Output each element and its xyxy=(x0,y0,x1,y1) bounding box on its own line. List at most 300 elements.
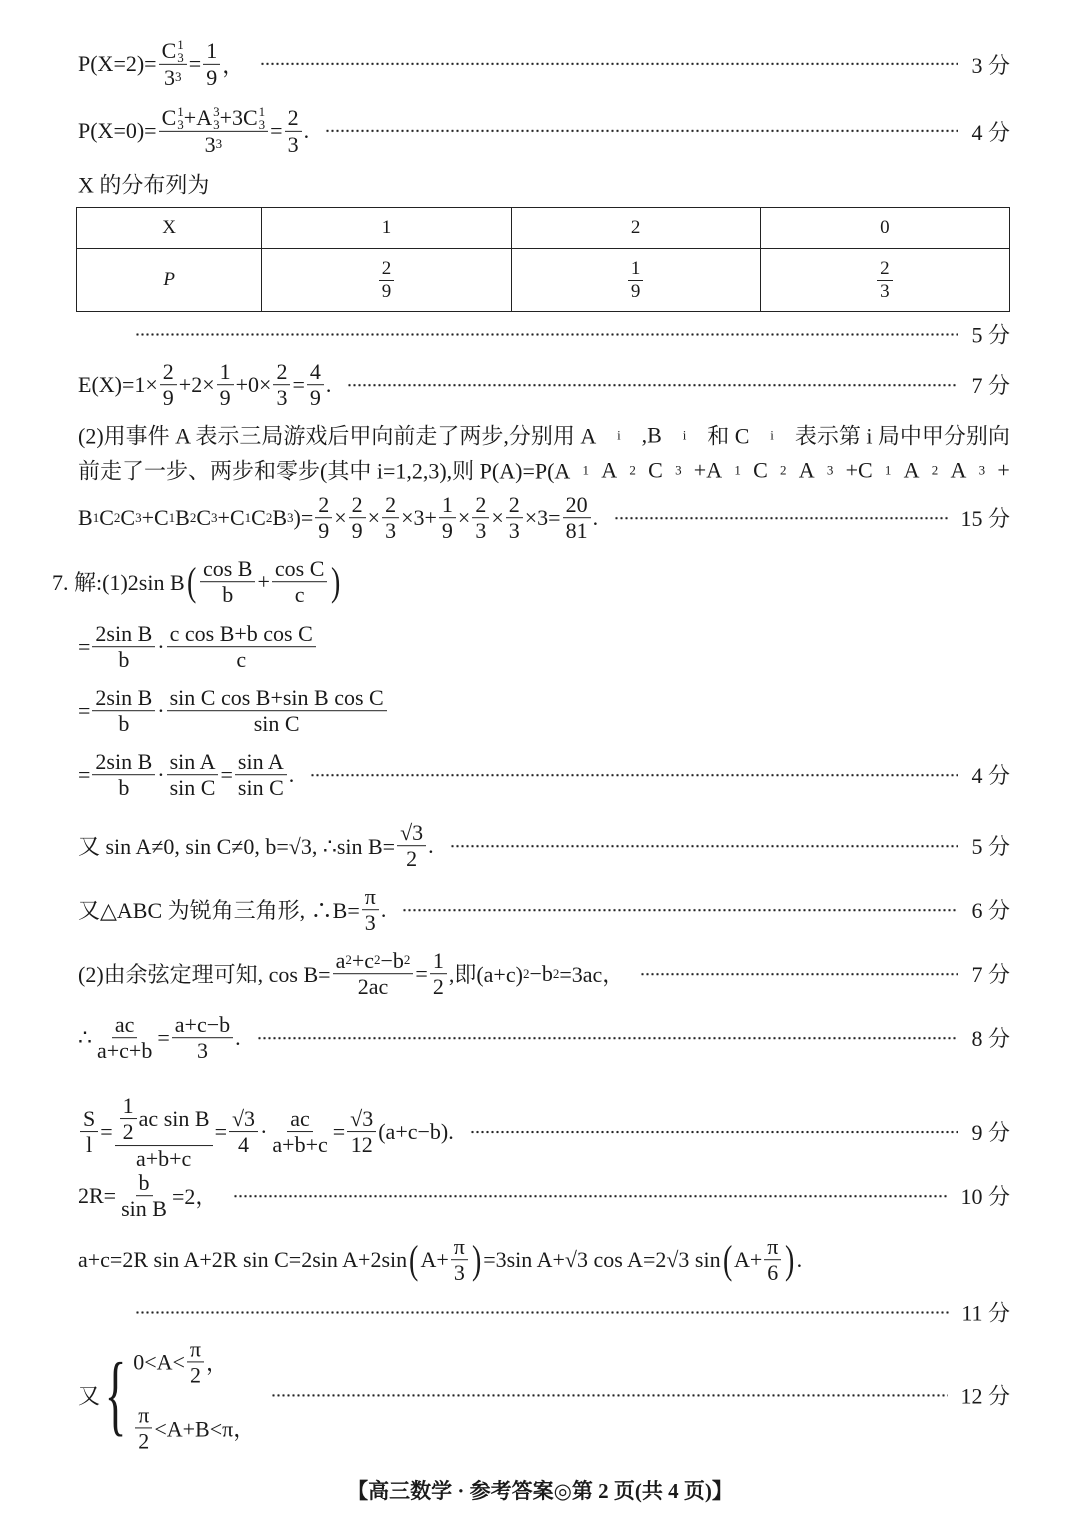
numerator: 2 xyxy=(379,258,395,281)
solution-line xyxy=(78,420,1010,451)
math-text: = xyxy=(78,762,91,787)
fraction xyxy=(94,1012,155,1064)
numerator xyxy=(382,492,399,518)
denominator xyxy=(472,519,489,544)
numerator xyxy=(92,749,155,775)
math-text: a+b+c xyxy=(272,1132,328,1158)
fraction xyxy=(272,556,328,608)
denominator xyxy=(160,386,177,411)
numerator xyxy=(160,359,177,385)
numerator xyxy=(92,685,155,711)
fraction xyxy=(203,38,220,90)
subscript: 1 xyxy=(884,462,892,477)
fraction xyxy=(451,1234,468,1286)
math-text: = xyxy=(214,1118,227,1144)
math-text: +A xyxy=(693,457,723,482)
math-text: 3 xyxy=(287,131,299,157)
line-content xyxy=(78,359,331,411)
math-text: π xyxy=(138,1402,150,1427)
math-text: π xyxy=(767,1234,779,1260)
math-text: 2 xyxy=(189,1362,201,1388)
superscript: 2 xyxy=(374,952,381,968)
score-label: 11 分 xyxy=(961,1300,1010,1326)
sub-superscript xyxy=(177,38,184,64)
table-cell: P xyxy=(77,249,262,312)
score-label: 4 分 xyxy=(971,763,1010,789)
denominator xyxy=(94,1039,155,1064)
math-text: 9 xyxy=(441,518,453,544)
numerator xyxy=(333,948,414,974)
subscript: 3 xyxy=(826,462,834,477)
math-text: 3 xyxy=(364,910,376,936)
solution-line xyxy=(78,820,1010,872)
math-text: = xyxy=(78,634,91,659)
fraction xyxy=(92,685,155,737)
dot-leader xyxy=(640,972,958,976)
math-text: = xyxy=(220,762,233,787)
math-text: a+b+c xyxy=(135,1145,192,1171)
line-content xyxy=(78,948,624,1000)
math-text: . xyxy=(325,372,332,397)
fraction xyxy=(333,948,414,1000)
table-cell xyxy=(262,249,511,312)
line-content xyxy=(78,1170,217,1222)
denominator xyxy=(83,1132,95,1157)
parenthesis: ) xyxy=(471,1237,482,1282)
math-text: a+c−b xyxy=(174,1012,231,1038)
fraction xyxy=(115,1093,213,1171)
math-text: × xyxy=(367,505,381,530)
math-text: 1 xyxy=(206,38,218,64)
subscript: 2 xyxy=(779,462,787,477)
math-text: 2 xyxy=(318,492,330,518)
subscript: 3 xyxy=(135,510,142,525)
denominator xyxy=(362,911,379,936)
math-text: sin C xyxy=(169,775,216,801)
math-text: C xyxy=(120,505,136,530)
dot-leader xyxy=(257,1036,958,1040)
denominator: 3 xyxy=(880,280,890,302)
dot-leader xyxy=(135,332,958,336)
fraction xyxy=(167,749,219,801)
fraction xyxy=(877,258,893,303)
math-text: C xyxy=(99,505,114,530)
denominator xyxy=(451,1261,468,1286)
dot-leader xyxy=(347,383,958,387)
score-label: 12 分 xyxy=(960,1383,1010,1409)
denominator xyxy=(764,1261,781,1286)
parenthesis: ( xyxy=(186,559,196,604)
math-text: ,B xyxy=(641,422,662,447)
math-text: ∴ xyxy=(78,1025,92,1050)
distribution-table xyxy=(76,207,1010,312)
superscript: 2 xyxy=(552,966,560,981)
parenthesis: ) xyxy=(331,559,341,604)
denominator xyxy=(285,131,302,156)
math-text: = xyxy=(188,50,202,76)
subscript: i xyxy=(682,427,687,442)
math-text: 前走了一步、两步和零步(其中 i=1,2,3),则 P(A)=P(A xyxy=(78,458,571,484)
numerator xyxy=(439,492,456,518)
dot-leader xyxy=(310,773,958,777)
denominator xyxy=(235,776,287,801)
score-label: 7 分 xyxy=(971,962,1010,988)
solution-line xyxy=(78,884,1010,936)
math-text: 和 C xyxy=(707,423,750,449)
line-content xyxy=(52,556,343,608)
inequality xyxy=(133,1336,255,1388)
math-text: +c xyxy=(351,948,374,974)
brace: { xyxy=(104,1345,127,1444)
solution-line xyxy=(78,1012,1010,1064)
math-text: B xyxy=(175,505,190,530)
math-text: a xyxy=(335,948,346,974)
math-text: b xyxy=(118,647,130,673)
math-text: = xyxy=(415,961,428,986)
subscript: 3 xyxy=(213,116,220,132)
math-text: 2 xyxy=(351,492,363,518)
table-row xyxy=(77,249,1010,312)
line-content xyxy=(78,749,294,801)
math-text: A xyxy=(903,457,920,482)
numerator xyxy=(430,948,447,974)
fraction xyxy=(229,1106,258,1158)
math-text: π xyxy=(364,884,376,910)
fraction xyxy=(120,1093,137,1145)
numerator xyxy=(80,1106,98,1132)
math-text: 81 xyxy=(565,518,588,544)
denominator xyxy=(115,648,132,673)
math-text: 2sin B xyxy=(95,621,153,647)
numerator xyxy=(472,492,489,518)
denominator xyxy=(349,519,366,544)
numerator xyxy=(167,749,219,775)
numerator xyxy=(315,492,332,518)
fraction xyxy=(315,492,332,544)
math-text: ×3= xyxy=(524,505,561,530)
solution-line xyxy=(78,169,1010,200)
table-cell: X xyxy=(77,208,262,249)
denominator xyxy=(292,583,308,608)
math-text: =3sin A+√3 cos A=2√3 sin xyxy=(483,1247,721,1272)
subscript: 2 xyxy=(265,510,273,525)
numerator xyxy=(187,1336,204,1362)
fraction xyxy=(506,492,523,544)
dot-leader xyxy=(470,1130,958,1134)
math-text: 又 xyxy=(78,1383,101,1409)
denominator xyxy=(194,1039,211,1064)
math-text: ac sin B xyxy=(138,1106,210,1132)
solution-line xyxy=(78,359,1010,411)
denominator xyxy=(202,132,226,157)
numerator xyxy=(235,749,287,775)
denominator xyxy=(403,847,420,872)
line-content xyxy=(78,1093,454,1171)
math-text: 又 sin A≠0, sin C≠0, b=√3, ∴sin B= xyxy=(78,834,396,860)
line-content xyxy=(78,38,244,90)
table-cell xyxy=(760,249,1009,312)
fraction xyxy=(347,1106,376,1158)
inequality-system xyxy=(133,1336,255,1453)
subscript: i xyxy=(617,427,621,442)
numerator xyxy=(115,1093,213,1146)
fraction xyxy=(135,1402,152,1454)
fraction xyxy=(172,1012,233,1064)
fraction xyxy=(397,820,426,872)
superscript: 3 xyxy=(215,136,223,152)
math-text: b xyxy=(222,582,234,608)
fraction xyxy=(382,492,399,544)
inequality xyxy=(133,1402,255,1454)
math-text: +3C xyxy=(219,105,258,131)
numerator xyxy=(285,105,302,131)
math-text: 1 xyxy=(441,492,453,518)
math-text: b xyxy=(118,775,130,801)
dot-leader xyxy=(260,62,958,66)
denominator xyxy=(355,975,392,1000)
numerator xyxy=(112,1012,138,1038)
numerator xyxy=(136,1170,153,1196)
math-text: A xyxy=(798,457,815,482)
numerator xyxy=(349,492,366,518)
dot-leader xyxy=(402,908,958,912)
score-label: 5 分 xyxy=(971,834,1010,860)
fraction xyxy=(764,1234,781,1286)
math-text: 20 xyxy=(565,492,588,518)
subscript: 1 xyxy=(244,510,252,525)
denominator xyxy=(219,583,236,608)
denominator xyxy=(251,712,303,737)
math-text: · xyxy=(260,1118,268,1144)
math-text: ×3+ xyxy=(401,505,437,530)
solution-line xyxy=(78,492,1010,544)
math-text: (2)用事件 A 表示三局游戏后甲向前走了两步,分别用 A xyxy=(78,423,597,449)
numerator xyxy=(362,884,379,910)
math-text: 2 xyxy=(475,492,487,518)
numerator xyxy=(167,685,387,711)
math-text: 2 xyxy=(406,846,418,872)
math-text: +0× xyxy=(235,372,272,397)
line-content xyxy=(78,420,1010,451)
numerator xyxy=(287,1106,313,1132)
table-cell: 2 xyxy=(511,208,760,249)
math-text: =3ac， xyxy=(559,962,625,988)
math-text: = xyxy=(270,117,283,143)
math-text: 4 xyxy=(238,1132,250,1158)
math-text: P(X=2)= xyxy=(78,50,157,76)
numerator xyxy=(159,38,187,65)
numerator xyxy=(229,1106,258,1132)
math-text: . xyxy=(428,833,434,858)
math-text: . xyxy=(592,505,599,530)
math-text: A+ xyxy=(420,1247,449,1272)
superscript: 1 xyxy=(177,103,184,119)
denominator xyxy=(133,1146,194,1171)
score-label: 4 分 xyxy=(971,119,1010,145)
math-text: 2 xyxy=(432,974,444,1000)
solution-line xyxy=(135,1297,1010,1328)
math-text: 2 xyxy=(276,359,288,385)
fraction xyxy=(349,492,366,544)
denominator xyxy=(135,1428,152,1453)
math-text: 3 xyxy=(453,1260,465,1286)
math-text: 3 xyxy=(385,518,397,544)
denominator xyxy=(115,712,132,737)
table-cell: 0 xyxy=(760,208,1009,249)
denominator xyxy=(235,1132,252,1157)
denominator: 9 xyxy=(630,280,641,302)
math-text: 0<A< xyxy=(133,1349,185,1375)
denominator xyxy=(161,65,185,90)
fraction xyxy=(167,621,316,673)
dot-leader xyxy=(233,1194,948,1198)
math-text: ac xyxy=(290,1106,310,1132)
table-header-row xyxy=(77,208,1010,249)
math-text: √3 xyxy=(350,1106,374,1132)
denominator xyxy=(315,519,332,544)
fraction xyxy=(167,685,387,737)
denominator xyxy=(563,519,591,544)
math-text: 9 xyxy=(162,385,174,411)
math-text: S xyxy=(83,1106,96,1132)
line-content xyxy=(78,1012,241,1064)
math-text: 3 xyxy=(196,1038,208,1064)
numerator xyxy=(217,359,234,385)
math-text: c xyxy=(294,582,305,608)
fraction xyxy=(217,359,234,411)
subscript: 3 xyxy=(177,49,184,65)
fraction xyxy=(269,1106,330,1158)
line-content xyxy=(78,685,389,737)
line-content xyxy=(78,884,386,936)
math-text: 9 xyxy=(318,518,330,544)
math-text: 9 xyxy=(351,518,363,544)
math-text: 9 xyxy=(206,64,218,90)
fraction xyxy=(159,38,187,90)
numerator: 2 xyxy=(877,258,893,281)
solution-line xyxy=(78,749,1010,801)
math-text: · xyxy=(157,634,165,659)
math-text: . xyxy=(235,1025,241,1050)
fraction xyxy=(80,1106,98,1158)
dot-leader xyxy=(325,129,958,133)
fraction xyxy=(285,105,302,157)
math-text: C xyxy=(196,505,212,530)
dot-leader xyxy=(271,1393,948,1397)
math-text: · xyxy=(157,698,165,723)
numerator xyxy=(200,556,256,582)
subscript: 3 xyxy=(177,116,184,132)
math-text: <A+B<π， xyxy=(154,1416,256,1442)
math-text: 3 xyxy=(475,518,487,544)
subscript: 1 xyxy=(168,510,176,525)
math-text: 12 xyxy=(350,1132,373,1158)
math-text: +C xyxy=(217,505,245,530)
math-text: a+c=2R sin A+2R sin C=2sin A+2sin xyxy=(78,1247,408,1272)
score-label: 8 分 xyxy=(971,1026,1010,1052)
math-text: sin A xyxy=(237,749,284,775)
denominator: 9 xyxy=(381,280,392,302)
score-label: 10 分 xyxy=(960,1184,1010,1210)
superscript: 3 xyxy=(213,103,220,119)
math-text: 2 xyxy=(287,105,299,131)
math-text: 3 xyxy=(163,64,175,90)
denominator xyxy=(269,1132,330,1157)
denominator xyxy=(233,648,249,673)
math-text: = xyxy=(157,1025,170,1050)
subscript: i xyxy=(770,427,774,442)
math-text: 又△ABC 为锐角三角形, ∴B= xyxy=(78,898,360,924)
numerator xyxy=(506,492,523,518)
math-text: 2 xyxy=(508,492,520,518)
fraction xyxy=(92,749,155,801)
line-content xyxy=(78,1234,802,1286)
numerator xyxy=(347,1106,376,1132)
math-text: 1 xyxy=(219,359,231,385)
table-cell xyxy=(511,249,760,312)
subscript: 3 xyxy=(258,116,266,132)
parenthesis: ( xyxy=(409,1237,419,1282)
math-text: −b xyxy=(529,961,553,986)
numerator xyxy=(451,1234,468,1260)
superscript: 3 xyxy=(174,69,182,85)
math-text: 9 xyxy=(309,385,321,411)
solution-line xyxy=(78,38,1010,90)
math-text: sin C cos B+sin B cos C xyxy=(169,685,384,711)
math-text: + xyxy=(997,457,1010,482)
numerator xyxy=(159,105,269,132)
math-text: 2 xyxy=(138,1428,150,1454)
math-text: 2 xyxy=(162,359,174,385)
sub-superscript xyxy=(259,105,266,131)
denominator xyxy=(506,519,523,544)
score-label: 5 分 xyxy=(971,322,1010,348)
denominator xyxy=(118,1197,170,1222)
numerator xyxy=(563,492,591,518)
math-text: 2 xyxy=(122,1119,134,1145)
denominator xyxy=(217,386,234,411)
math-text: · xyxy=(157,762,165,787)
subscript: 3 xyxy=(211,510,218,525)
numerator xyxy=(172,1012,233,1038)
numerator xyxy=(92,621,155,647)
subscript: 2 xyxy=(629,462,636,477)
math-text: 2R= xyxy=(78,1183,117,1208)
math-text: +C xyxy=(141,505,169,530)
fraction xyxy=(563,492,591,544)
fraction xyxy=(430,948,447,1000)
fraction xyxy=(200,556,256,608)
math-text: (a+c−b). xyxy=(378,1118,454,1144)
math-text: ， xyxy=(222,52,245,78)
numerator xyxy=(397,820,426,846)
math-text: = xyxy=(78,698,91,723)
numerator xyxy=(135,1402,152,1428)
math-text: b xyxy=(118,711,130,737)
fraction xyxy=(160,359,177,411)
parenthesis: ( xyxy=(722,1237,732,1282)
math-text: A+ xyxy=(733,1247,763,1272)
line-content xyxy=(78,169,209,200)
subscript: 2 xyxy=(113,510,121,525)
math-text: cos C xyxy=(274,556,325,582)
math-text: +A xyxy=(183,105,213,131)
math-text: C xyxy=(753,457,768,482)
numerator xyxy=(167,621,316,647)
line-content xyxy=(78,1336,255,1453)
solution-line xyxy=(78,948,1010,1000)
subscript: 3 xyxy=(978,462,986,477)
